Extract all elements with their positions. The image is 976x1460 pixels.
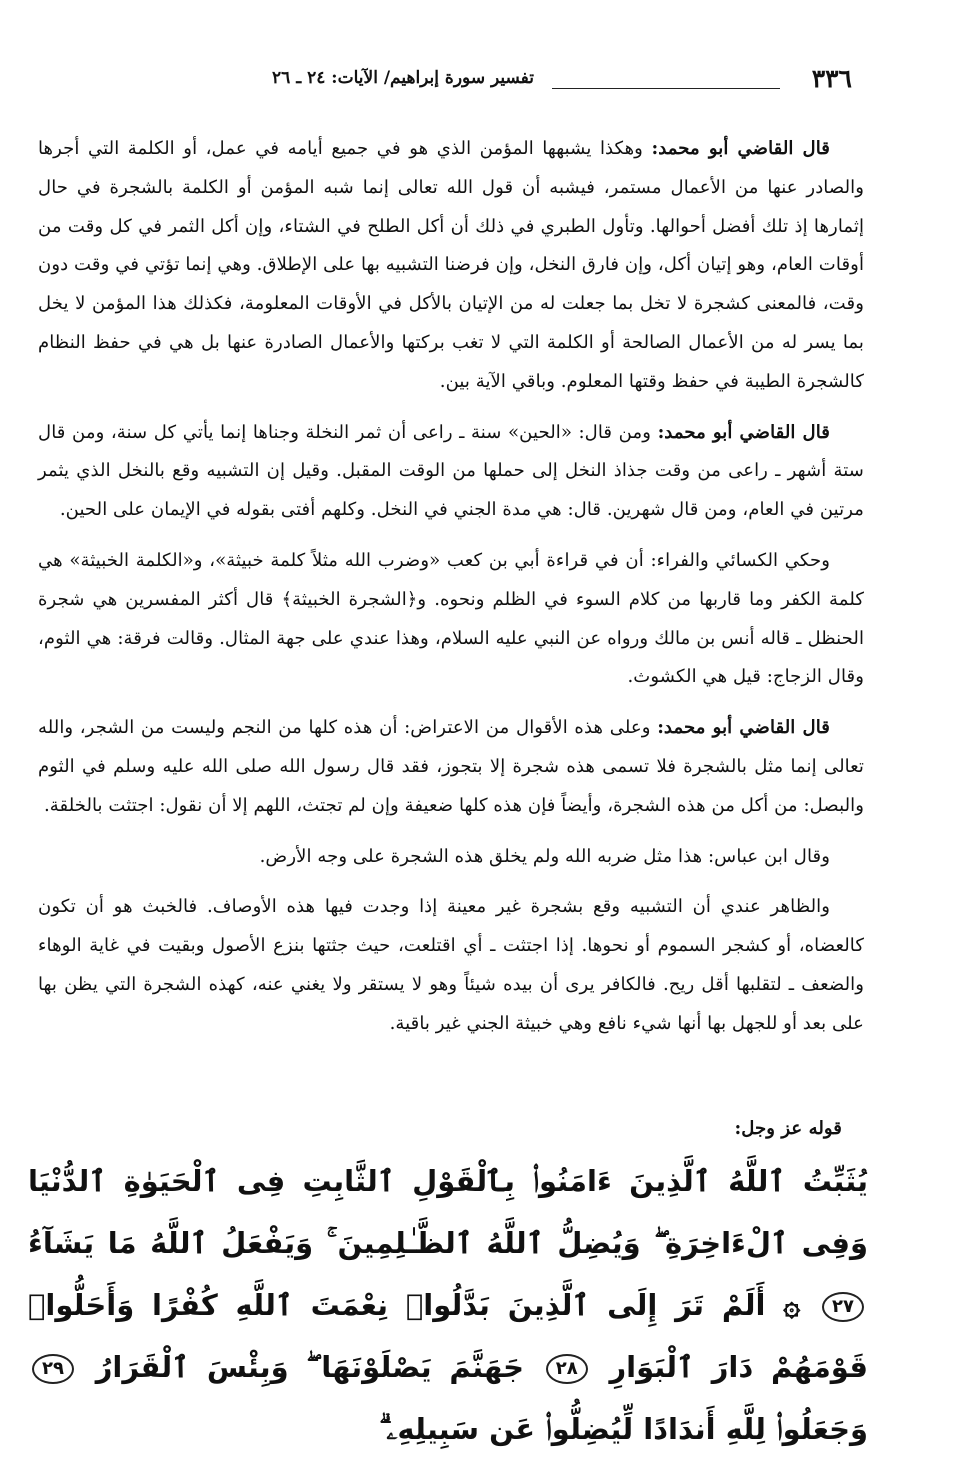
paragraph	[38, 838, 864, 877]
paragraph	[38, 542, 864, 697]
verse-text: جَهَنَّمَ يَصْلَوْنَهَا ۖ وَبِئْسَ ٱلْقَرَارُ	[95, 1350, 524, 1384]
header-rule	[552, 88, 780, 89]
paragraph-text: ومن قال: «الحين» سنة ـ راعى أن ثمر النخلة وجناها إنما يأتي كل سنة، ومن قال ستة أشهر ـ راعى من وقت جذاذ النخل إلى حملها من الوقت المقبل. وقيل إن التشبيه وقع بالنخل الذي يثمر مرتين في العام، ومن قال شهرين. قال: هي مدة الجني في النخل. وكلهم أفتى بقوله في الإيمان على الحين.	[38, 421, 864, 521]
page-header	[34, 64, 852, 104]
ayah-number-mark: ٢٩	[32, 1354, 74, 1384]
ayah-number-mark: ٢٨	[546, 1354, 588, 1384]
paragraph	[38, 709, 864, 825]
commentary-text	[38, 130, 864, 1056]
page-number: ٣٣٦	[811, 64, 852, 93]
verse-text: ۞ أَلَمْ تَرَ إِلَى ٱلَّذِينَ بَدَّلُوا۟ نِعْمَتَ ٱللَّهِ كُفْرًا وَأَحَلُّوا۟ قَوْمَهُمْ دَارَ ٱلْبَوَارِ	[28, 1288, 868, 1384]
running-head: تفسير سورة إبراهيم/ الآيات: ٢٤ ـ ٢٦	[272, 68, 534, 88]
speaker-label: قال القاضي أبو محمد:	[657, 717, 830, 739]
paragraph	[38, 130, 864, 402]
paragraph-text: وقال ابن عباس: هذا مثل ضربه الله ولم يخلق هذه الشجرة على وجه الأرض.	[259, 845, 830, 867]
paragraph-text: وحكي الكسائي والفراء: أن في قراءة أبي بن كعب «وضرب الله مثلاً كلمة خبيثة»، و«الكلمة الخبيثة» هي كلمة الكفر وما قاربها من كلام السوء في الظلم ونحوه. و﴿الشجرة الخبيثة﴾ قال أكثر المفسرين هي شجرة الحنظل ـ قاله أنس بن مالك ورواه عن النبي عليه السلام، وهذا عندي على جهة المثال. وقالت فرقة: هي الثوم، وقال الزجاج: قيل هي الكشوث.	[38, 549, 864, 688]
verse-text: يُثَبِّتُ ٱللَّهُ ٱلَّذِينَ ءَامَنُوا۟ بِٱلْقَوْلِ ٱلثَّابِتِ فِى ٱلْحَيَوٰةِ ٱلدُّنْيَا وَفِى ٱلْءَاخِرَةِ ۖ وَيُضِلُّ ٱللَّهُ ٱلظَّـٰلِمِينَ ۚ وَيَفْعَلُ ٱللَّهُ مَا يَشَآءُ	[28, 1164, 868, 1260]
paragraph-text: والظاهر عندي أن التشبيه وقع بشجرة غير معينة إذا وجدت فيها هذه الأوصاف. فالخبث هو أن تكون كالعضاه، أو كشجر السموم أو نحوها. إذا اجتثت ـ أي اقتلعت، حيث جثتها بنزع الأصول وبقيت في غاية الوهاء والضعف ـ لتقلبها أقل ريح. فالكافر يرى أن بيده شيئاً وهو لا يستقر ولا يغني عنه، كهذه الشجرة التي يظن بها على بعد أو للجهل بها أنها شيء نافع وهي خبيثة الجني غير باقية.	[38, 896, 864, 1034]
ayah-number-mark: ٢٧	[822, 1292, 864, 1322]
speaker-label: قال القاضي أبو محمد:	[657, 421, 830, 443]
speaker-label: قال القاضي أبو محمد:	[651, 138, 830, 159]
paragraph-text: وعلى هذه الأقوال من الاعتراض: أن هذه كلها من النجم وليست من الشجر، والله تعالى إنما مثل بالشجرة فلا تسمى هذه شجرة إلا بتجوز، فقد قال رسول الله صلى الله عليه وسلم في الثوم والبصل: من أكل من هذه الشجرة، وأيضاً فإن هذه كلها ضعيفة وإن لم تجتث، اللهم إلا أن نقول: اجتثت بالخلقة.	[38, 717, 864, 816]
verse-intro: قوله عز وجل:	[734, 1118, 842, 1139]
paragraph	[38, 414, 864, 530]
paragraph-text: وهكذا يشبهها المؤمن الذي هو في جميع أيامه في عمل، أو الكلمة التي أجرها والصادر عنها من الأعمال مستمر، فيشبه أن قول الله تعالى إنما شبه المؤمن أو الكلمة بالشجرة في حال إثمارها إذ تلك أفضل أحوالها. وتأول الطبري في ذلك أن أكل الطلح في الشتاء، وإن أكل الثمر في كل وقت من أوقات العام، وهو إتيان أكل، وإن فارق النخل، وإن فرضنا التشبيه بها على الإطلاق. وهي إنما تؤتي في وقت دون وقت، فالمعنى كشجرة لا تخل بما جعلت له من الإتيان بالأكل في الأوقات المعلومة، فكذلك هذا المؤمن لا يخل بما يسر له من الأعمال الصالحة أو الكلمة التي لا تغب بركتها والأعمال الصادرة عنها بل هي في حفظ النظام كالشجرة الطيبة في حفظ وقتها المعلوم. وباقي الآية بين.	[38, 138, 864, 392]
paragraph	[38, 888, 864, 1043]
verse-text: وَجَعَلُوا۟ لِلَّهِ أَندَادًا لِّيُضِلُّوا۟ عَن سَبِيلِهِۦ ۗ	[379, 1412, 868, 1446]
quran-verses	[28, 1150, 868, 1460]
